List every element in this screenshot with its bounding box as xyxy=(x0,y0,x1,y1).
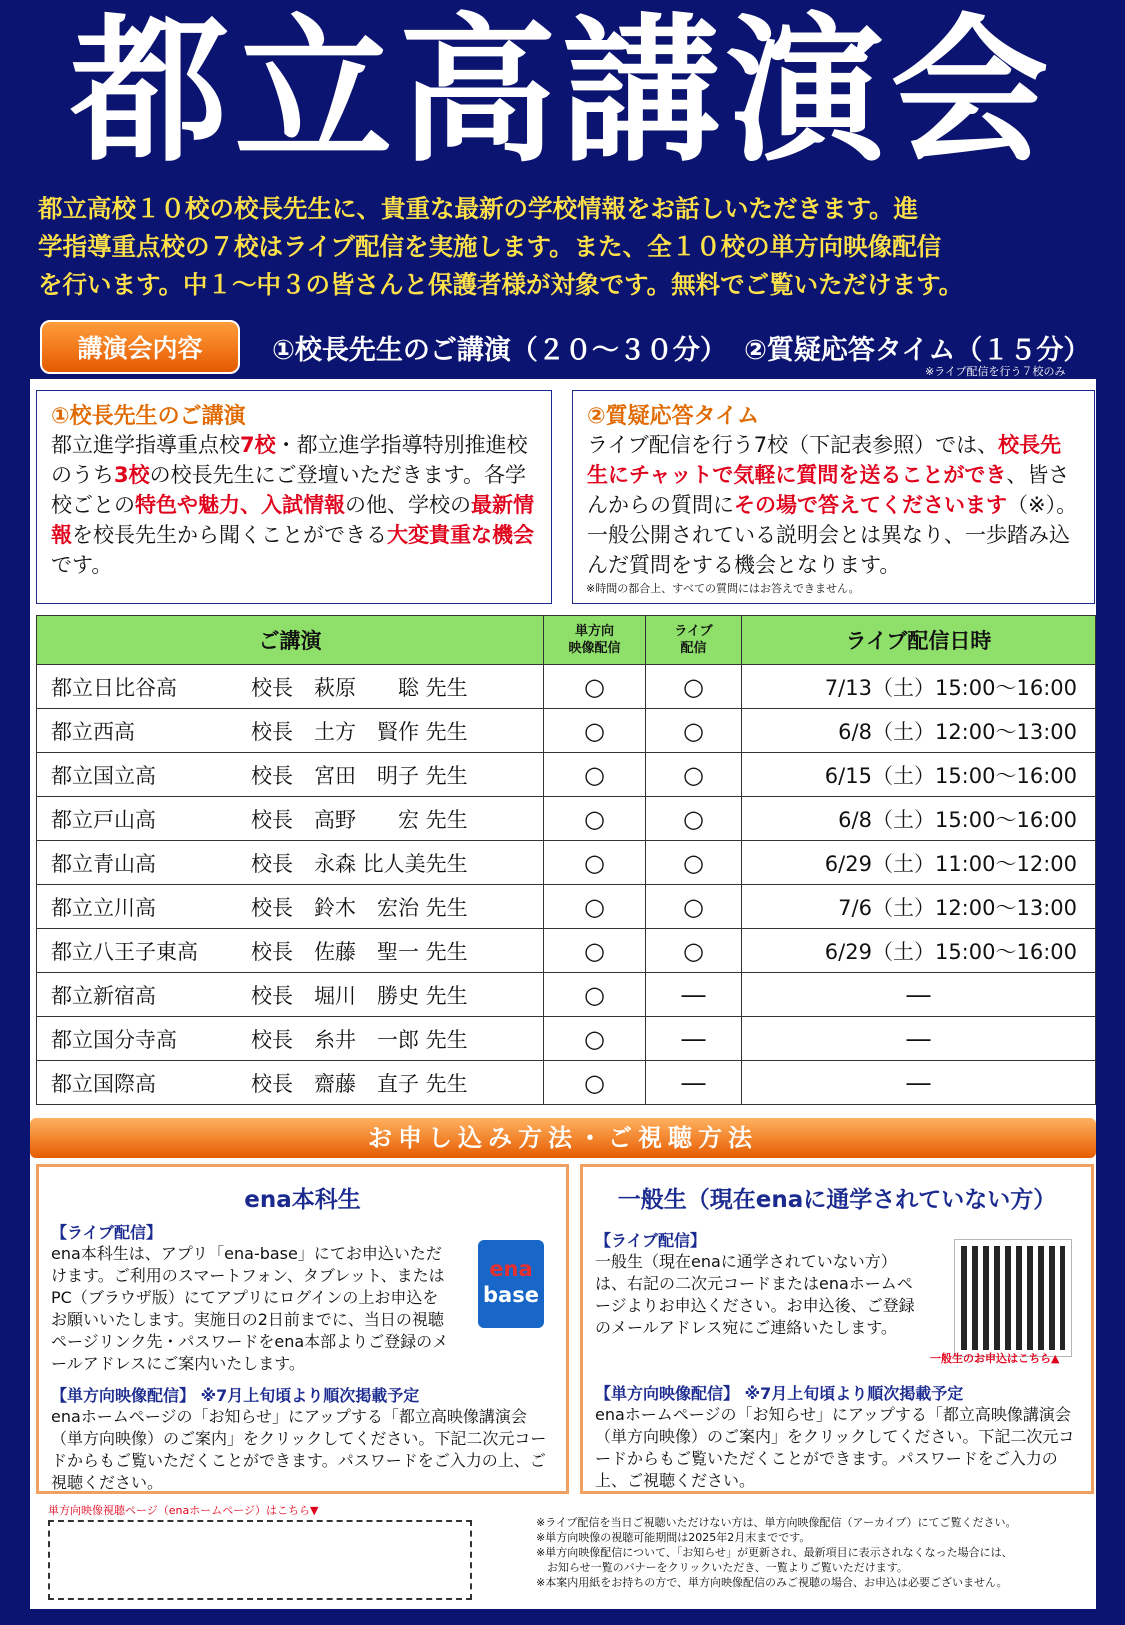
page-title: 都立高講演会 xyxy=(70,0,1055,184)
school-name: 都立日比谷高 xyxy=(51,675,177,700)
oneway-mark: ○ xyxy=(544,709,646,753)
how-to-apply-bar: お申し込み方法・ご視聴方法 xyxy=(30,1118,1096,1158)
table-row xyxy=(37,841,1096,885)
text-run: の校長先生にご登壇いただきます。各学校ごとの xyxy=(51,463,526,517)
text-run: 、皆さんからの質問に xyxy=(587,463,1070,517)
live-mark: ― xyxy=(646,1017,742,1061)
program-item-lecture: ①校長先生のご講演（２０～３０分） xyxy=(272,335,727,366)
live-date: 6/29（土）11:00～12:00 xyxy=(742,841,1096,885)
lecture-info-box xyxy=(36,390,552,604)
header-lecture: ご講演 xyxy=(37,616,544,665)
live-date: 6/8（土）15:00～16:00 xyxy=(742,797,1096,841)
principal-name: 校長 鈴木 宏治 先生 xyxy=(251,895,468,920)
oneway-mark: ○ xyxy=(544,973,646,1017)
program-item-qa: ②質疑応答タイム（１５分） xyxy=(744,335,1091,366)
intro-line: 学指導重点校の７校はライブ配信を実施します。また、全１０校の単方向映像配信 xyxy=(38,232,942,261)
text-run: です。 xyxy=(51,553,113,577)
oneway-mark: ○ xyxy=(544,1017,646,1061)
header-live: ライブ 配信 xyxy=(646,616,742,665)
principal-name: 校長 堀川 勝史 先生 xyxy=(251,983,468,1008)
ena-student-box xyxy=(36,1164,569,1494)
school-name: 都立国分寺高 xyxy=(51,1027,177,1052)
logo-top-text: ena xyxy=(489,1257,533,1281)
table-row xyxy=(37,665,1096,709)
footnote: お知らせ一覧のバナーをクリックいただき、一覧よりご覧いただけます。 xyxy=(536,1561,908,1574)
live-date: ― xyxy=(742,1017,1096,1061)
principal-name: 校長 土方 賢作 先生 xyxy=(251,719,468,744)
text-run: 都立進学指導重点校 xyxy=(51,433,240,457)
school-name: 都立戸山高 xyxy=(51,807,156,832)
live-date: 6/29（土）15:00～16:00 xyxy=(742,929,1096,973)
live-date: 7/13（土）15:00～16:00 xyxy=(742,665,1096,709)
live-date: ― xyxy=(742,973,1096,1017)
principal-name: 校長 高野 宏 先生 xyxy=(251,807,468,832)
footnote: ※単方向映像配信について、「お知らせ」が更新され、最新項目に表示されなくなった場合には、 xyxy=(536,1546,1013,1559)
general-video-text: enaホームページの「お知らせ」にアップする「都立高映像講演会（単方向映像）のご案内」をクリックしてください。下記二次元コードからもご覧いただくことができます。パスワードをご入力の上、ご視聴ください。 xyxy=(595,1405,1075,1490)
ena-video-label: 【単方向映像配信】 ※7月上旬頃より順次掲載予定 xyxy=(51,1386,420,1405)
logo-bottom-text: base xyxy=(483,1283,539,1307)
qa-info-body xyxy=(587,430,1080,580)
footnote: ※単方向映像の視聴可能期間は2025年2月末までです。 xyxy=(536,1531,811,1544)
qa-info-title: ②質疑応答タイム xyxy=(587,404,760,429)
text-run: ・都立進学指導特別推進校のうち xyxy=(51,433,528,487)
text-run: の他、学校の xyxy=(345,493,471,517)
live-mark: ○ xyxy=(646,797,742,841)
table-row xyxy=(37,929,1096,973)
header-oneway: 単方向 映像配信 xyxy=(544,616,646,665)
intro-text xyxy=(38,190,1098,304)
oneway-mark: ○ xyxy=(544,753,646,797)
ena-student-heading: ena本科生 xyxy=(244,1187,361,1213)
schedule-table xyxy=(36,615,1096,1105)
oneway-mark: ○ xyxy=(544,665,646,709)
ena-live-text: ena本科生は、アプリ「ena-base」にてお申込いただけます。ご利用のスマートフォン、タブレット、またはPC（ブラウザ版）にてアプリにログインの上お申込をお願いいたします。実施日の2日前までに、当日の視聴ページリンク先・パスワードをena本部よりご登録のメールアドレスにご案内いたします。 xyxy=(51,1244,449,1373)
school-name: 都立西高 xyxy=(51,719,135,744)
live-date: 6/8（土）12:00～13:00 xyxy=(742,709,1096,753)
lecture-info-title: ①校長先生のご講演 xyxy=(51,404,246,429)
ena-video-text: enaホームページの「お知らせ」にアップする「都立高映像講演会（単方向映像）のご案内」をクリックしてください。下記二次元コードからもご覧いただくことができます。パスワードをご入力の上、ご視聴ください。 xyxy=(51,1407,547,1492)
live-date: 6/15（土）15:00～16:00 xyxy=(742,753,1096,797)
qa-info-box xyxy=(572,390,1095,604)
oneway-mark: ○ xyxy=(544,885,646,929)
school-name: 都立立川高 xyxy=(51,895,156,920)
header-date: ライブ配信日時 xyxy=(742,616,1096,665)
principal-name: 校長 佐藤 聖一 先生 xyxy=(251,939,468,964)
live-mark: ― xyxy=(646,973,742,1017)
school-name: 都立青山高 xyxy=(51,851,156,876)
oneway-mark: ○ xyxy=(544,797,646,841)
intro-line: を行います。中１～中３の皆さんと保護者様が対象です。無料でご覧いただけます。 xyxy=(38,270,964,299)
school-name: 都立国際高 xyxy=(51,1071,156,1096)
principal-name: 校長 宮田 明子 先生 xyxy=(251,763,468,788)
table-row xyxy=(37,797,1096,841)
oneway-mark: ○ xyxy=(544,841,646,885)
highlight-text: その場で答えてくださいます xyxy=(734,493,1007,517)
table-row xyxy=(37,753,1096,797)
live-mark: ○ xyxy=(646,841,742,885)
principal-name: 校長 萩原 聡 先生 xyxy=(251,675,468,700)
program-note: ※ライブ配信を行う７校のみ xyxy=(925,365,1066,378)
footnote: ※本案内用紙をお持ちの方で、単方向映像配信のみご視聴の場合、お申込は必要ございません。 xyxy=(536,1576,1008,1589)
highlight-text: 校長先生にチャットで気軽に質問を送ることができ xyxy=(587,433,1062,487)
ena-base-logo xyxy=(478,1240,544,1328)
lecture-info-body xyxy=(51,430,537,580)
principal-name: 校長 永森 比人美先生 xyxy=(251,851,468,876)
text-run: を校長先生から聞くことができる xyxy=(72,523,387,547)
highlight-text: 大変貴重な機会 xyxy=(387,523,534,547)
highlight-text: 最新情報 xyxy=(51,493,534,547)
qr-code-icon[interactable] xyxy=(955,1240,1071,1356)
ena-live-label: 【ライブ配信】 xyxy=(51,1223,163,1242)
video-page-note: 単方向映像視聴ページ（enaホームページ）はこちら▼ xyxy=(48,1504,319,1517)
table-row xyxy=(37,709,1096,753)
general-student-heading: 一般生（現在enaに通学されていない方） xyxy=(617,1187,1057,1213)
table-row xyxy=(37,885,1096,929)
principal-name: 校長 糸井 一郎 先生 xyxy=(251,1027,468,1052)
table-header-row xyxy=(37,616,1096,665)
general-live-text: 一般生（現在enaに通学されていない方）は、右記の二次元コードまたはenaホームページよりお申込ください。お申込後、ご登録のメールアドレス宛にご連絡いたします。 xyxy=(595,1252,915,1337)
school-name: 都立国立高 xyxy=(51,763,156,788)
video-qr-placeholder[interactable] xyxy=(48,1520,472,1600)
text-run: （※）。一般公開されている説明会とは異なり、一歩踏み込んだ質問をする機会となります。 xyxy=(587,493,1078,577)
intro-line: 都立高校１０校の校長先生に、貴重な最新の学校情報をお話しいただきます。進 xyxy=(38,194,919,223)
live-date: 7/6（土）12:00～13:00 xyxy=(742,885,1096,929)
principal-name: 校長 齋藤 直子 先生 xyxy=(251,1071,468,1096)
oneway-mark: ○ xyxy=(544,1061,646,1105)
program-tag: 講演会内容 xyxy=(40,320,240,374)
qr-note: 一般生のお申込はこちら▲ xyxy=(930,1352,1060,1365)
live-mark: ○ xyxy=(646,709,742,753)
live-mark: ― xyxy=(646,1061,742,1105)
table-row xyxy=(37,973,1096,1017)
school-name: 都立八王子東高 xyxy=(51,939,198,964)
table-row xyxy=(37,1017,1096,1061)
qa-note: ※時間の都合上、すべての質問にはお答えできません。 xyxy=(586,582,860,595)
highlight-text: 3校 xyxy=(114,463,150,487)
text-run: ライブ配信を行う7校（下記表参照）では、 xyxy=(587,433,999,457)
highlight-text: 7校 xyxy=(240,433,276,457)
general-video-label: 【単方向映像配信】 ※7月上旬頃より順次掲載予定 xyxy=(595,1384,964,1403)
oneway-mark: ○ xyxy=(544,929,646,973)
live-mark: ○ xyxy=(646,885,742,929)
live-mark: ○ xyxy=(646,665,742,709)
general-live-label: 【ライブ配信】 xyxy=(595,1231,707,1250)
footnotes xyxy=(536,1515,1091,1590)
highlight-text: 特色や魅力、入試情報 xyxy=(135,493,345,517)
live-date: ― xyxy=(742,1061,1096,1105)
live-mark: ○ xyxy=(646,753,742,797)
table-row xyxy=(37,1061,1096,1105)
footnote: ※ライブ配信を当日ご視聴いただけない方は、単方向映像配信（アーカイブ）にてご覧ください。 xyxy=(536,1516,1017,1529)
school-name: 都立新宿高 xyxy=(51,983,156,1008)
live-mark: ○ xyxy=(646,929,742,973)
